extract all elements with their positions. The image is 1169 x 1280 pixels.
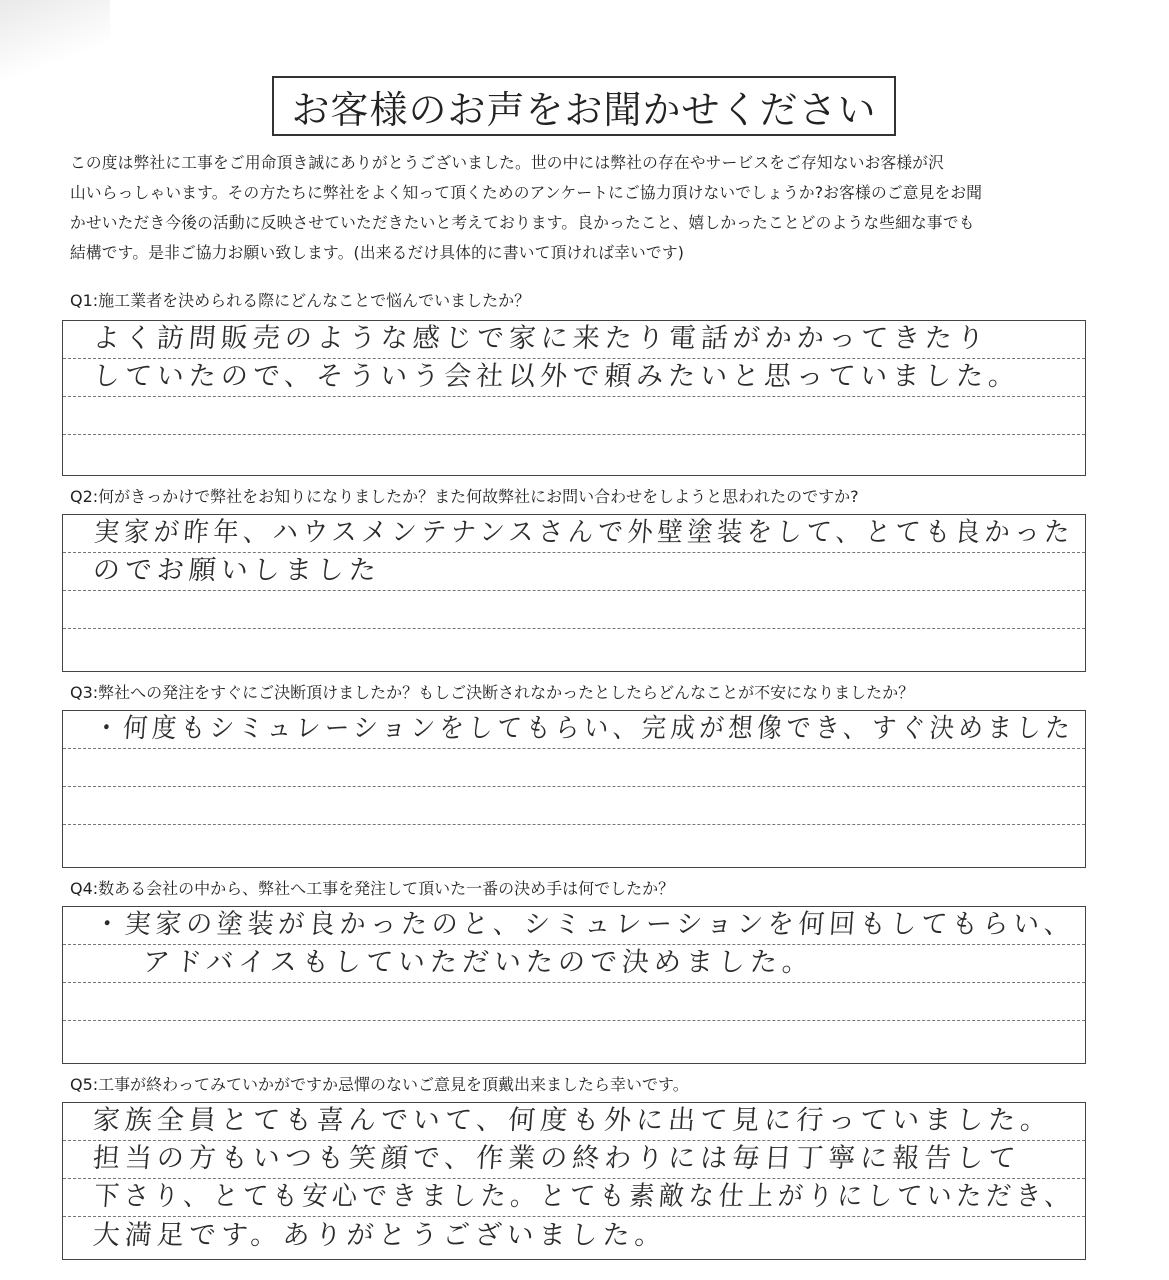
answer-line	[63, 553, 1085, 591]
answer-line	[63, 629, 1085, 667]
answer-line	[63, 591, 1085, 629]
answer-line	[63, 1179, 1085, 1217]
handwritten-text: のでお願いしました	[91, 555, 382, 586]
question-4-label: Q4:数ある会社の中から、弊社へ工事を発注して頂いた一番の決め手は何でしたか？	[70, 879, 675, 898]
question-5-label: Q5:工事が終わってみていかがですか忌憚のないご意見を頂戴出来ましたら幸いです。	[70, 1075, 689, 1094]
page-title: お客様のお声をお聞かせください	[291, 87, 877, 132]
answer-line	[63, 711, 1085, 749]
title-box	[272, 76, 896, 136]
answer-line	[63, 825, 1085, 863]
intro-paragraph	[70, 148, 1110, 268]
handwritten-text: 実家が昨年、ハウスメンテナンスさんで外壁塗装をして、とても良かった	[93, 517, 1076, 548]
intro-line: 山いらっしゃいます。その方たちに弊社をよく知って頂くためのアンケートにご協力頂けないでしょうか?お客様のご意見をお聞	[70, 183, 983, 202]
question-1-label: Q1:施工業者を決められる際にどんなことで悩んでいましたか？	[70, 291, 531, 310]
scan-corner-mark	[0, 0, 110, 80]
intro-line: 結構です。是非ご協力お願い致します。(出来るだけ具体的に書いて頂ければ幸いです)	[70, 243, 685, 262]
answer-box-1	[62, 320, 1086, 476]
answer-line	[63, 435, 1085, 473]
handwritten-text: ・何度もシミュレーションをしてもらい、完成が想像でき、すぐ決めました	[93, 713, 1076, 744]
handwritten-text: ・実家の塗装が良かったのと、シミュレーションを何回もしてもらい、	[93, 909, 1076, 940]
intro-line: この度は弊社に工事をご用命頂き誠にありがとうございました。世の中には弊社の存在やサービスをご存知ないお客様が沢	[70, 153, 945, 172]
answer-line	[63, 983, 1085, 1021]
handwritten-text: よく訪問販売のような感じで家に来たり電話がかかってきたり	[91, 323, 990, 354]
question-3-label: Q3:弊社への発注をすぐにご決断頂けましたか？もしご決断されなかったとしたらどんなことが不安になりましたか？	[70, 683, 915, 702]
question-2-label: Q2:何がきっかけで弊社をお知りになりましたか？また何故弊社にお問い合わせをしようと思われたのですか?	[70, 487, 859, 506]
handwritten-text: 大満足です。ありがとうございました。	[91, 1220, 668, 1251]
handwritten-text: 下さり、とても安心できました。とても素敵な仕上がりにしていただき、	[93, 1181, 1076, 1212]
answer-line	[63, 945, 1085, 983]
answer-line	[63, 1217, 1085, 1255]
handwritten-text: していたので、そういう会社以外で頼みたいと思っていました。	[91, 361, 1022, 392]
handwritten-text: 担当の方もいつも笑顔で、作業の終わりには毎日丁寧に報告して	[91, 1143, 1022, 1174]
answer-box-4	[62, 906, 1086, 1064]
answer-line	[63, 1021, 1085, 1059]
answer-box-2	[62, 514, 1086, 672]
answer-line	[63, 787, 1085, 825]
answer-line	[63, 749, 1085, 787]
answer-box-3	[62, 710, 1086, 868]
intro-line: かせいただき今後の活動に反映させていただきたいと考えております。良かったこと、嬉しかったことどのような些細な事でも	[70, 213, 975, 232]
handwritten-text: 家族全員とても喜んでいて、何度も外に出て見に行っていました。	[91, 1105, 1054, 1136]
answer-line	[63, 359, 1085, 397]
answer-line	[63, 397, 1085, 435]
handwritten-text: アドバイスもしていただいたので決めました。	[141, 947, 816, 978]
answer-box-5	[62, 1102, 1086, 1260]
